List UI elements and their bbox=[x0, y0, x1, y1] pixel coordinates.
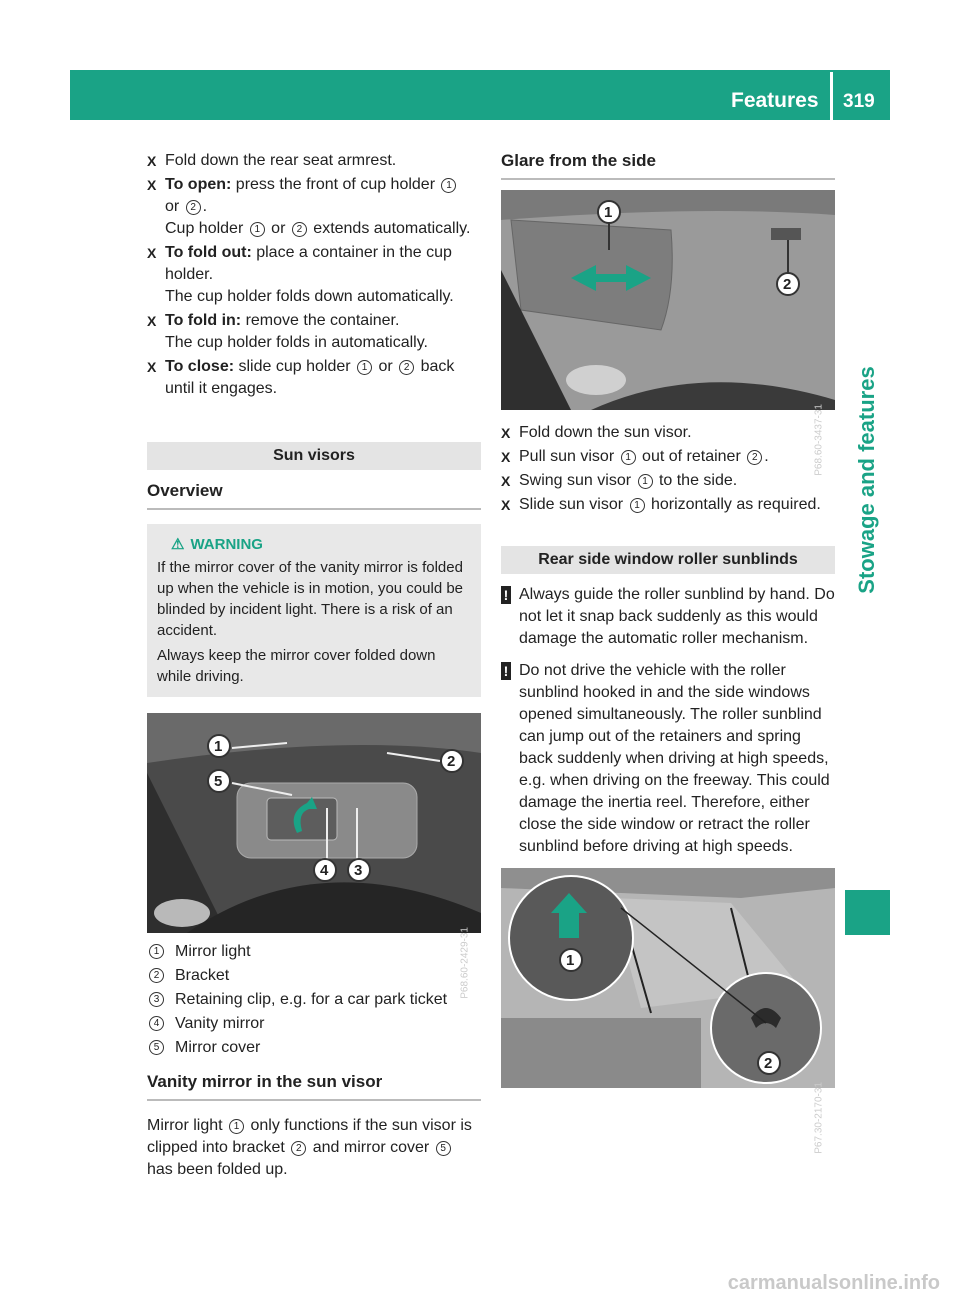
svg-text:2: 2 bbox=[783, 276, 792, 293]
legend-item: 5 Mirror cover bbox=[147, 1037, 481, 1059]
side-tab-label: Stowage and features bbox=[854, 366, 879, 594]
warning-triangle-icon: ⚠ bbox=[171, 536, 185, 553]
svg-text:2: 2 bbox=[764, 1055, 773, 1072]
step-to-open: X To open: press the front of cup holder 1 or 2 . Cup holder 1 or 2 extends automatically. bbox=[147, 176, 471, 237]
glare-illustration bbox=[501, 190, 835, 410]
watermark: carmanualsonline.info bbox=[727, 1272, 940, 1294]
svg-text:1: 1 bbox=[604, 204, 613, 221]
warning-box: ⚠ WARNING If the mirror cover of the vanity mirror is folded up when the vehicle is in motion, you could be blinded by incident light. There is a risk of an accident. Always keep the mirror cover folded down while driving. bbox=[147, 524, 481, 697]
glare-steps bbox=[501, 422, 835, 516]
caution-icon: ! bbox=[501, 662, 511, 680]
vanity-mirror-paragraph: Mirror light 1 only functions if the sun visor is clipped into bracket 2 and mirror cover 5 has been folded up. bbox=[147, 1117, 472, 1178]
step-slide-visor: X Slide sun visor 1 horizontally as required. bbox=[501, 494, 835, 516]
subheading-glare: Glare from the side bbox=[501, 150, 835, 180]
step-arrow-icon: X bbox=[147, 153, 157, 169]
header-divider bbox=[830, 72, 833, 120]
step-arrow-icon: X bbox=[501, 449, 511, 465]
legend-item: 3 Retaining clip, e.g. for a car park ticket bbox=[147, 989, 481, 1011]
callout-number: 2 bbox=[292, 222, 307, 237]
callout-number: 1 bbox=[250, 222, 265, 237]
step-swing-visor: X Swing sun visor 1 to the side. bbox=[501, 470, 835, 492]
sunblind-illustration bbox=[501, 868, 835, 1088]
svg-text:1: 1 bbox=[566, 952, 575, 969]
right-column bbox=[501, 150, 835, 1154]
svg-text:3: 3 bbox=[354, 862, 363, 879]
legend-item: 2 Bracket bbox=[147, 965, 481, 987]
caution-icon: ! bbox=[501, 586, 511, 604]
step-arrow-icon: X bbox=[147, 359, 157, 375]
section-title: Features bbox=[731, 89, 819, 112]
section-band-sun-visors: Sun visors bbox=[147, 442, 481, 470]
step-fold-visor: X Fold down the sun visor. bbox=[501, 422, 835, 444]
step-arrow-icon: X bbox=[501, 473, 511, 489]
callout-number: 2 bbox=[399, 360, 414, 375]
svg-text:2: 2 bbox=[447, 753, 456, 770]
step-arrow-icon: X bbox=[501, 425, 511, 441]
image-reference-code: P68.60-2429-31 bbox=[460, 927, 471, 999]
svg-text:4: 4 bbox=[320, 862, 329, 879]
roller-sunblind-image bbox=[501, 868, 835, 1154]
step-pull-visor: X Pull sun visor 1 out of retainer 2 . bbox=[501, 446, 835, 468]
legend-item: 1 Mirror light bbox=[147, 941, 481, 963]
svg-text:5: 5 bbox=[214, 773, 223, 790]
section-band-roller-sunblinds: Rear side window roller sunblinds bbox=[501, 546, 835, 574]
step-arrow-icon: X bbox=[147, 245, 157, 261]
callout-number: 1 bbox=[441, 178, 456, 193]
page-number: 319 bbox=[843, 91, 875, 112]
step-to-fold-in: X To fold in: remove the container. The cup holder folds in automatically. bbox=[147, 312, 428, 351]
legend-item: 4 Vanity mirror bbox=[147, 1013, 481, 1035]
sun-visor-illustration bbox=[147, 713, 481, 933]
step-to-close: X To close: slide cup holder 1 or 2 back until it engages. bbox=[147, 358, 455, 397]
notes-list bbox=[501, 584, 835, 858]
svg-text:1: 1 bbox=[214, 738, 223, 755]
step-arrow-icon: X bbox=[147, 313, 157, 329]
image-reference-code: P68.60-3437-31 bbox=[814, 404, 825, 476]
callout-number: 1 bbox=[357, 360, 372, 375]
left-column bbox=[147, 150, 481, 1181]
callout-number: 2 bbox=[186, 200, 201, 215]
step-to-fold-out: X To fold out: place a container in the cup holder. The cup holder folds down automatically. bbox=[147, 244, 454, 305]
subheading-vanity-mirror: Vanity mirror in the sun visor bbox=[147, 1071, 481, 1101]
step-fold-armrest: X Fold down the rear seat armrest. bbox=[147, 150, 481, 172]
note-item: ! Always guide the roller sunblind by hand. Do not let it snap back suddenly as this would damage the automatic roller mechanism. bbox=[501, 584, 835, 650]
side-tab-marker bbox=[845, 890, 890, 935]
note-item: ! Do not drive the vehicle with the roller sunblind hooked in and the side windows opened simultaneously. The roller sunblind can jump out of the retainers and spring back suddenly when driving at high speeds, e.g. when driving on the freeway. This could damage the inertia reel. Therefore, either close the side window or retract the roller sunblind before driving at high speeds. bbox=[501, 660, 835, 858]
subheading-overview: Overview bbox=[147, 480, 481, 510]
legend-list bbox=[147, 941, 481, 1059]
step-arrow-icon: X bbox=[501, 497, 511, 513]
image-reference-code: P67.30-2170-31 bbox=[814, 1082, 825, 1154]
step-arrow-icon: X bbox=[147, 177, 157, 193]
